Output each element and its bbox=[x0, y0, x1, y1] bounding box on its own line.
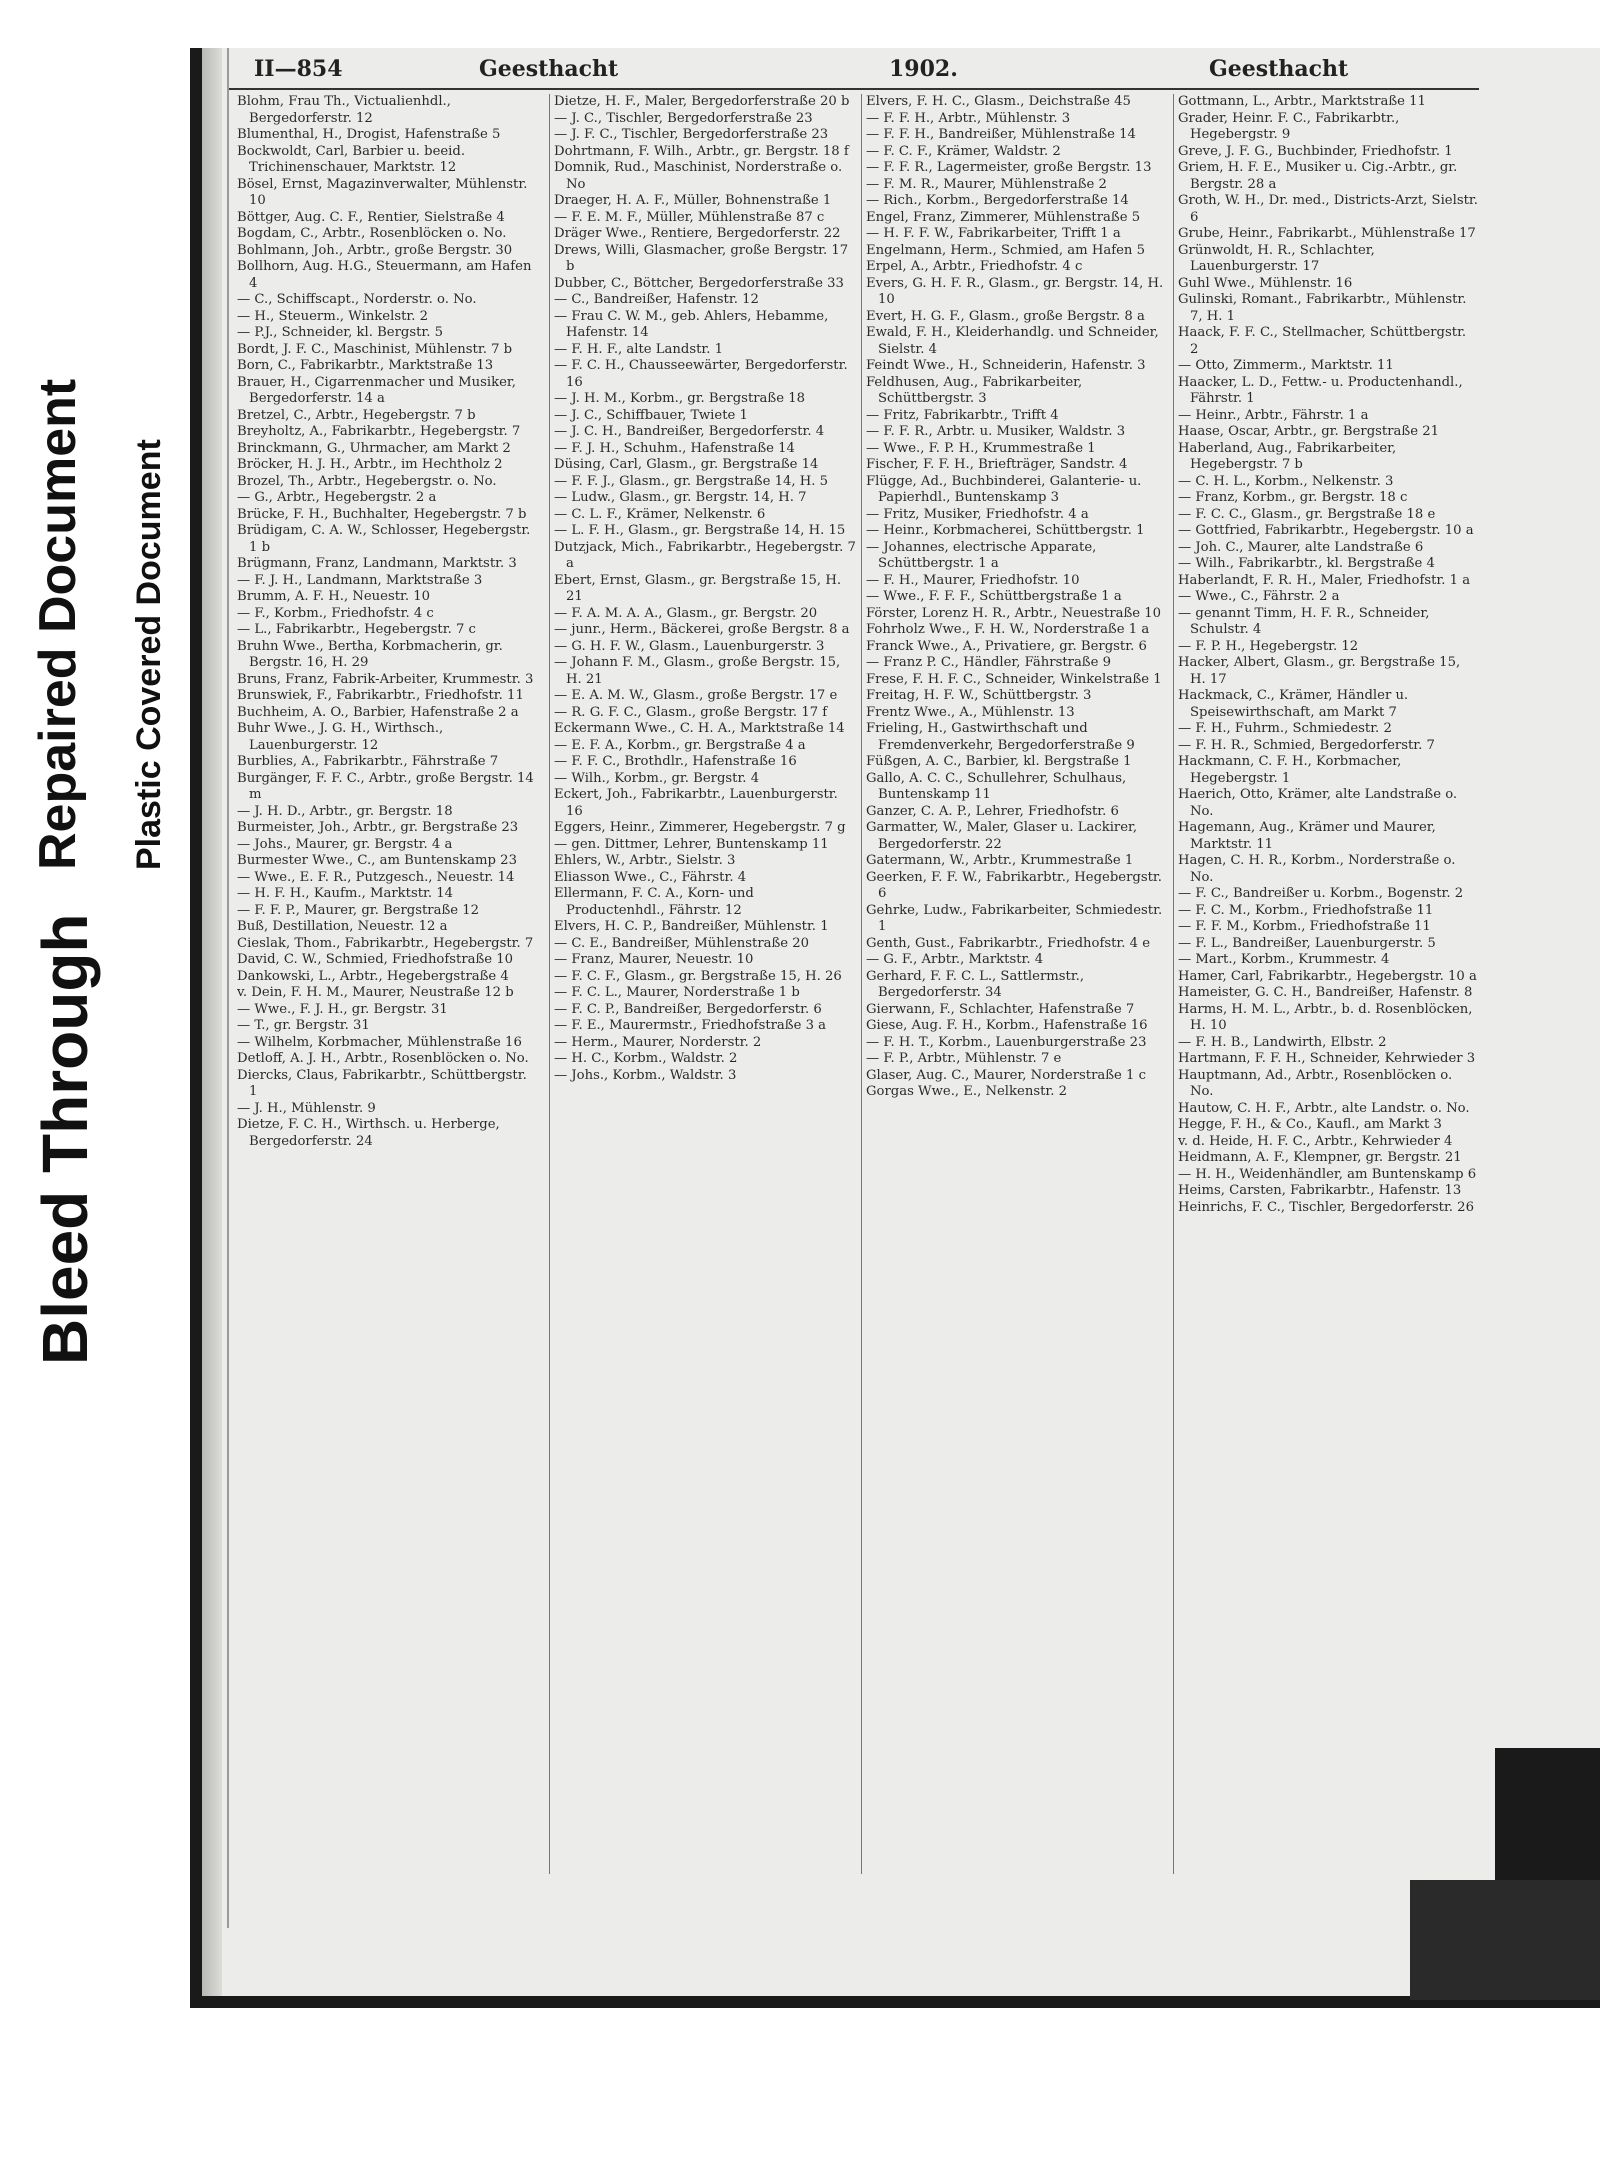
directory-entry: — Wwe., F. F. F., Schüttbergstraße 1 a bbox=[866, 589, 1122, 604]
directory-entry: — Wwe., F. P. H., Krummestraße 1 bbox=[866, 440, 1096, 456]
directory-entry: Frentz Wwe., A., Mühlenstr. 13 bbox=[866, 704, 1075, 720]
directory-entry: — F. H. R., Schmied, Bergedorferstr. 7 bbox=[1178, 737, 1435, 753]
directory-entry: Dietze, H. F., Maler, Bergedorferstraße 20 b bbox=[554, 94, 850, 109]
directory-entry: Hackmann, C. F. H., Korbmacher, Hegebergstr. 1 bbox=[1178, 754, 1402, 786]
directory-entry: — E. A. M. W., Glasm., große Bergstr. 17 e bbox=[554, 688, 838, 703]
directory-entry: — H., Steuerm., Winkelstr. 2 bbox=[237, 308, 429, 324]
directory-entry: — F. A. M. A. A., Glasm., gr. Bergstr. 20 bbox=[554, 605, 818, 621]
directory-entry: Heidmann, A. F., Klempner, gr. Bergstr. 21 bbox=[1178, 1150, 1462, 1165]
directory-entry: Gallo, A. C. C., Schullehrer, Schulhaus, Buntenskamp 11 bbox=[866, 770, 1127, 802]
directory-entry: — F. H. T., Korbm., Lauenburgerstraße 23 bbox=[866, 1034, 1147, 1050]
directory-entry: Drews, Willi, Glasmacher, große Bergstr. 17 b bbox=[554, 242, 849, 274]
directory-entry: — G. F., Arbtr., Marktstr. 4 bbox=[866, 952, 1044, 967]
directory-entry: Hagen, C. H. R., Korbm., Norderstraße o. No. bbox=[1178, 853, 1456, 885]
directory-entry: — F. F. H., Arbtr., Mühlenstr. 3 bbox=[866, 110, 1071, 126]
directory-entry: Grube, Heinr., Fabrikarbt., Mühlenstraße 17 bbox=[1178, 226, 1476, 241]
directory-entry: — J. H. M., Korbm., gr. Bergstraße 18 bbox=[554, 391, 805, 406]
directory-entry: Grünwoldt, H. R., Schlachter, Lauenburgerstr. 17 bbox=[1178, 242, 1375, 274]
directory-entry: Eckermann Wwe., C. H. A., Marktstraße 14 bbox=[554, 721, 845, 736]
directory-entry: Haack, F. F. C., Stellmacher, Schüttbergstr. 2 bbox=[1178, 325, 1467, 357]
directory-entry: — F. C., Bandreißer u. Korbm., Bogenstr. 2 bbox=[1178, 886, 1464, 901]
directory-entry: Haberland, Aug., Fabrikarbeiter, Hegebergstr. 7 b bbox=[1178, 440, 1397, 472]
directory-entry: — G., Arbtr., Hegebergstr. 2 a bbox=[237, 490, 437, 505]
directory-entry: — Fritz, Musiker, Friedhofstr. 4 a bbox=[866, 506, 1089, 522]
directory-entry: Brügmann, Franz, Landmann, Marktstr. 3 bbox=[237, 556, 517, 571]
directory-entry: — Johs., Maurer, gr. Bergstr. 4 a bbox=[237, 836, 453, 852]
directory-entry: — Wilhelm, Korbmacher, Mühlenstraße 16 bbox=[237, 1034, 522, 1050]
directory-entry: — F. C. F., Krämer, Waldstr. 2 bbox=[866, 143, 1061, 159]
directory-entry: — F. H., Fuhrm., Schmiedestr. 2 bbox=[1178, 721, 1392, 736]
bleed-through-label: Bleed Through bbox=[29, 913, 101, 1365]
directory-entry: — G. H. F. W., Glasm., Lauenburgerstr. 3 bbox=[554, 638, 825, 654]
directory-entry: — genannt Timm, H. F. R., Schneider, Schulstr. 4 bbox=[1178, 605, 1430, 637]
directory-entry: Genth, Gust., Fabrikarbtr., Friedhofstr. 4 e bbox=[866, 935, 1151, 951]
directory-entry: Dohrtmann, F. Wilh., Arbtr., gr. Bergstr. 18 f bbox=[554, 143, 849, 159]
directory-entry: Bogdam, C., Arbtr., Rosenblöcken o. No. bbox=[237, 226, 507, 241]
directory-entry: — F. P. H., Hegebergstr. 12 bbox=[1178, 638, 1359, 654]
directory-column-4 bbox=[1173, 94, 1478, 1874]
directory-entry: Gatermann, W., Arbtr., Krummestraße 1 bbox=[866, 853, 1134, 868]
directory-entry: Ewald, F. H., Kleiderhandlg. und Schneider, Sielstr. 4 bbox=[866, 325, 1159, 357]
directory-entry: — Gottfried, Fabrikarbtr., Hegebergstr. 10 a bbox=[1178, 523, 1474, 538]
directory-column-3 bbox=[861, 94, 1168, 1874]
directory-entry: Dankowski, L., Arbtr., Hegebergstraße 4 bbox=[237, 968, 509, 984]
directory-page bbox=[227, 48, 1489, 1928]
directory-entry: Brücke, F. H., Buchhalter, Hegebergstr. 7 b bbox=[237, 506, 527, 522]
directory-entry: Freitag, H. F. W., Schüttbergstr. 3 bbox=[866, 688, 1092, 703]
scan-dark-corner bbox=[1410, 1880, 1600, 2000]
directory-entry: — F. C. L., Maurer, Norderstraße 1 b bbox=[554, 985, 800, 1000]
directory-entry: — Franz, Maurer, Neuestr. 10 bbox=[554, 952, 754, 967]
directory-entry: Giese, Aug. F. H., Korbm., Hafenstraße 16 bbox=[866, 1018, 1148, 1033]
directory-entry: Dubber, C., Böttcher, Bergedorferstraße 33 bbox=[554, 275, 844, 291]
directory-entry: — Mart., Korbm., Krummestr. 4 bbox=[1178, 952, 1390, 967]
directory-entry: v. Dein, F. H. M., Maurer, Neustraße 12 b bbox=[237, 985, 514, 1000]
directory-entry: Feldhusen, Aug., Fabrikarbeiter, Schüttbergstr. 3 bbox=[866, 374, 1083, 406]
page-header bbox=[229, 48, 1479, 90]
directory-entry: — J. C., Tischler, Bergedorferstraße 23 bbox=[554, 110, 813, 126]
directory-entry: — J. C. H., Bandreißer, Bergedorferstr. 4 bbox=[554, 424, 825, 439]
directory-entry: — F. C. H., Chausseewärter, Bergedorferstr. 16 bbox=[554, 358, 848, 390]
directory-entry: — F. F. P., Maurer, gr. Bergstraße 12 bbox=[237, 902, 480, 918]
directory-entry: Buhr Wwe., J. G. H., Wirthsch., Lauenburgerstr. 12 bbox=[237, 721, 444, 753]
directory-entry: Born, C., Fabrikarbtr., Marktstraße 13 bbox=[237, 358, 494, 373]
directory-entry: — Herm., Maurer, Norderstr. 2 bbox=[554, 1034, 762, 1050]
directory-entry: — Ludw., Glasm., gr. Bergstr. 14, H. 7 bbox=[554, 490, 807, 505]
directory-entry: Frese, F. H. F. C., Schneider, Winkelstraße 1 bbox=[866, 671, 1162, 687]
directory-entry: Gulinski, Romant., Fabrikarbtr., Mühlenstr. 7, H. 1 bbox=[1178, 292, 1467, 324]
directory-entry: Gottmann, L., Arbtr., Marktstraße 11 bbox=[1178, 94, 1426, 109]
directory-entry: — J. H., Mühlenstr. 9 bbox=[237, 1100, 376, 1116]
directory-entry: Gerhard, F. F. C. L., Sattlermstr., Bergedorferstr. 34 bbox=[866, 968, 1085, 1000]
directory-entry: Evert, H. G. F., Glasm., große Bergstr. 8 a bbox=[866, 308, 1145, 324]
directory-entry: Bösel, Ernst, Magazinverwalter, Mühlenstr. 10 bbox=[237, 176, 528, 208]
directory-entry: Bruns, Franz, Fabrik-Arbeiter, Krummestr. 3 bbox=[237, 671, 534, 687]
page-number: II—854 bbox=[254, 56, 343, 82]
directory-entry: Garmatter, W., Maler, Glaser u. Lackirer, Bergedorferstr. 22 bbox=[866, 820, 1138, 852]
directory-entry: v. d. Heide, H. F. C., Arbtr., Kehrwieder 4 bbox=[1178, 1133, 1453, 1149]
directory-entry: — F. H. B., Landwirth, Elbstr. 2 bbox=[1178, 1034, 1387, 1050]
directory-entry: Eliasson Wwe., C., Fährstr. 4 bbox=[554, 869, 747, 885]
directory-entry: Gierwann, F., Schlachter, Hafenstraße 7 bbox=[866, 1001, 1135, 1017]
directory-entry: — Wwe., F. J. H., gr. Bergstr. 31 bbox=[237, 1001, 448, 1017]
directory-entry: — F. E. M. F., Müller, Mühlenstraße 87 c bbox=[554, 209, 825, 225]
directory-entry: — T., gr. Bergstr. 31 bbox=[237, 1018, 370, 1033]
directory-entry: — L., Fabrikarbtr., Hegebergstr. 7 c bbox=[237, 622, 476, 637]
directory-entry: Engel, Franz, Zimmerer, Mühlenstraße 5 bbox=[866, 209, 1141, 225]
directory-entry: Ehlers, W., Arbtr., Sielstr. 3 bbox=[554, 853, 736, 868]
directory-entry: Bordt, J. F. C., Maschinist, Mühlenstr. 7 b bbox=[237, 341, 513, 357]
directory-entry: — Johannes, electrische Apparate, Schüttbergstr. 1 a bbox=[866, 539, 1097, 571]
directory-entry: — Heinr., Korbmacherei, Schüttbergstr. 1 bbox=[866, 523, 1145, 538]
directory-entry: Brozel, Th., Arbtr., Hegebergstr. o. No. bbox=[237, 473, 497, 489]
directory-entry: Burmeister, Joh., Arbtr., gr. Bergstraße 23 bbox=[237, 820, 519, 835]
directory-entry: — F. F. C., Brothdlr., Hafenstraße 16 bbox=[554, 754, 797, 769]
directory-entry: Bollhorn, Aug. H.G., Steuermann, am Hafen 4 bbox=[237, 259, 532, 291]
directory-entry: Burgänger, F. F. C., Arbtr., große Bergstr. 14 m bbox=[237, 770, 534, 802]
directory-entry: Glaser, Aug. C., Maurer, Norderstraße 1 c bbox=[866, 1067, 1147, 1083]
directory-entry: Cieslak, Thom., Fabrikarbtr., Hegebergstr. 7 bbox=[237, 935, 534, 951]
directory-entry: Förster, Lorenz H. R., Arbtr., Neuestraße 10 bbox=[866, 605, 1162, 621]
directory-entry: — J. H. D., Arbtr., gr. Bergstr. 18 bbox=[237, 803, 453, 819]
directory-entry: Hartmann, F. F. H., Schneider, Kehrwieder 3 bbox=[1178, 1051, 1476, 1066]
directory-entry: — H. H., Weidenhändler, am Buntenskamp 6 bbox=[1178, 1166, 1477, 1182]
directory-entry: — F. F. R., Lagermeister, große Bergstr. 13 bbox=[866, 160, 1152, 175]
paper-sheet bbox=[202, 48, 1600, 1996]
directory-entry: Draeger, H. A. F., Müller, Bohnenstraße 1 bbox=[554, 193, 832, 208]
directory-entry: Bretzel, C., Arbtr., Hegebergstr. 7 b bbox=[237, 407, 476, 423]
directory-column-2 bbox=[549, 94, 856, 1874]
directory-column-1 bbox=[237, 94, 539, 1874]
directory-entry: Heims, Carsten, Fabrikarbtr., Hafenstr. 13 bbox=[1178, 1183, 1462, 1198]
directory-entry: — F. F. M., Korbm., Friedhofstraße 11 bbox=[1178, 919, 1431, 934]
directory-entry: Blumenthal, H., Drogist, Hafenstraße 5 bbox=[237, 127, 501, 142]
directory-entry: Diercks, Claus, Fabrikarbtr., Schüttbergstr. 1 bbox=[237, 1067, 527, 1099]
directory-entry: — Wwe., C., Fährstr. 2 a bbox=[1178, 589, 1340, 604]
directory-entry: Engelmann, Herm., Schmied, am Hafen 5 bbox=[866, 242, 1145, 258]
directory-entry: — J. F. C., Tischler, Bergedorferstraße 23 bbox=[554, 127, 829, 142]
directory-entry: — C., Bandreißer, Hafenstr. 12 bbox=[554, 292, 759, 307]
directory-entry: Haerich, Otto, Krämer, alte Landstraße o. No. bbox=[1178, 787, 1458, 819]
directory-entry: Hackmack, C., Krämer, Händler u. Speisewirthschaft, am Markt 7 bbox=[1178, 688, 1409, 720]
directory-entry: — C., Schiffscapt., Norderstr. o. No. bbox=[237, 292, 477, 307]
directory-entry: Buchheim, A. O., Barbier, Hafenstraße 2 a bbox=[237, 704, 519, 720]
directory-entry: Bröcker, H. J. H., Arbtr., im Hechtholz 2 bbox=[237, 457, 503, 472]
directory-entry: Geerken, F. F. W., Fabrikarbtr., Hegebergstr. 6 bbox=[866, 869, 1162, 901]
year-heading: 1902. bbox=[889, 56, 958, 82]
directory-entry: — F. H. F., alte Landstr. 1 bbox=[554, 341, 724, 357]
directory-entry: — P.J., Schneider, kl. Bergstr. 5 bbox=[237, 325, 444, 340]
directory-entry: Ganzer, C. A. P., Lehrer, Friedhofstr. 6 bbox=[866, 803, 1119, 819]
directory-entry: — Franz, Korbm., gr. Bergstr. 18 c bbox=[1178, 490, 1408, 505]
directory-entry: Evers, G. H. F. R., Glasm., gr. Bergstr. 14, H. 10 bbox=[866, 275, 1164, 307]
directory-entry: — J. C., Schiffbauer, Twiete 1 bbox=[554, 407, 748, 423]
directory-entry: Franck Wwe., A., Privatiere, gr. Bergstr. 6 bbox=[866, 638, 1147, 654]
directory-entry: — Franz P. C., Händler, Fährstraße 9 bbox=[866, 655, 1112, 670]
directory-entry: Detloff, A. J. H., Arbtr., Rosenblöcken o. No. bbox=[237, 1051, 529, 1066]
directory-entry: Harms, H. M. L., Arbtr., b. d. Rosenblöcken, H. 10 bbox=[1178, 1001, 1473, 1033]
directory-entry: — F. H., Maurer, Friedhofstr. 10 bbox=[866, 572, 1080, 588]
directory-entry: Bohlmann, Joh., Arbtr., große Bergstr. 30 bbox=[237, 242, 513, 258]
directory-entry: Blohm, Frau Th., Victualienhdl., Bergedorferstr. 12 bbox=[237, 94, 451, 126]
directory-entry: — F. P., Arbtr., Mühlenstr. 7 e bbox=[866, 1051, 1062, 1066]
directory-entry: — F. C. M., Korbm., Friedhofstraße 11 bbox=[1178, 902, 1434, 918]
directory-entry: Brumm, A. F. H., Neuestr. 10 bbox=[237, 589, 431, 604]
side-labels bbox=[0, 0, 190, 2000]
directory-entry: — R. G. F. C., Glasm., große Bergstr. 17 f bbox=[554, 704, 828, 720]
directory-entry: Brüdigam, C. A. W., Schlosser, Hegebergstr. 1 b bbox=[237, 523, 531, 555]
directory-entry: — Johann F. M., Glasm., große Bergstr. 15, H. 21 bbox=[554, 655, 841, 687]
directory-entry: Bruhn Wwe., Bertha, Korbmacherin, gr. Bergstr. 16, H. 29 bbox=[237, 638, 503, 670]
directory-entry: Groth, W. H., Dr. med., Districts-Arzt, Sielstr. 6 bbox=[1178, 193, 1478, 225]
directory-entry: Flügge, Ad., Buchbinderei, Galanterie- u. Papierhdl., Buntenskamp 3 bbox=[866, 473, 1142, 505]
directory-entry: Eggers, Heinr., Zimmerer, Hegebergstr. 7 g bbox=[554, 820, 846, 835]
directory-entry: Dutzjack, Mich., Fabrikarbtr., Hegebergstr. 7 a bbox=[554, 539, 856, 571]
directory-entry: Breyholtz, A., Fabrikarbtr., Hegebergstr. 7 bbox=[237, 424, 521, 439]
directory-entry: — F. M. R., Maurer, Mühlenstraße 2 bbox=[866, 176, 1107, 192]
directory-entry: Erpel, A., Arbtr., Friedhofstr. 4 c bbox=[866, 259, 1083, 274]
directory-entry: Brunswiek, F., Fabrikarbtr., Friedhofstr. 11 bbox=[237, 688, 524, 703]
directory-entry: Eckert, Joh., Fabrikarbtr., Lauenburgerstr. 16 bbox=[554, 787, 838, 819]
directory-entry: — C. L. F., Krämer, Nelkenstr. 6 bbox=[554, 506, 766, 522]
running-title-left: Geesthacht bbox=[479, 56, 619, 82]
directory-entry: — H. C., Korbm., Waldstr. 2 bbox=[554, 1051, 738, 1066]
directory-entry: — Frau C. W. M., geb. Ahlers, Hebamme, Hafenstr. 14 bbox=[554, 308, 829, 340]
directory-entry: Gorgas Wwe., E., Nelkenstr. 2 bbox=[866, 1084, 1068, 1099]
directory-entry: Haase, Oscar, Arbtr., gr. Bergstraße 21 bbox=[1178, 424, 1439, 439]
directory-entry: Buß, Destillation, Neuestr. 12 a bbox=[237, 919, 448, 934]
directory-entry: — C. H. L., Korbm., Nelkenstr. 3 bbox=[1178, 473, 1394, 489]
directory-entry: — Wilh., Korbm., gr. Bergstr. 4 bbox=[554, 770, 760, 786]
directory-entry: — L. F. H., Glasm., gr. Bergstraße 14, H. 15 bbox=[554, 523, 846, 538]
directory-entry: Dräger Wwe., Rentiere, Bergedorferstr. 22 bbox=[554, 226, 841, 241]
directory-entry: Fohrholz Wwe., F. H. W., Norderstraße 1 a bbox=[866, 622, 1150, 637]
directory-entry: — Fritz, Fabrikarbtr., Trifft 4 bbox=[866, 407, 1059, 423]
directory-entry: — F. C. F., Glasm., gr. Bergstraße 15, H. 26 bbox=[554, 968, 842, 984]
directory-entry: — Joh. C., Maurer, alte Landstraße 6 bbox=[1178, 539, 1424, 555]
directory-entry: — Rich., Korbm., Bergedorferstraße 14 bbox=[866, 193, 1129, 208]
directory-entry: — F. C. C., Glasm., gr. Bergstraße 18 e bbox=[1178, 506, 1436, 522]
directory-entry: Böttger, Aug. C. F., Rentier, Sielstraße 4 bbox=[237, 209, 505, 225]
directory-entry: Griem, H. F. E., Musiker u. Cig.-Arbtr., gr. Bergstr. 28 a bbox=[1178, 160, 1458, 192]
directory-entry: Burmester Wwe., C., am Buntenskamp 23 bbox=[237, 853, 517, 868]
directory-entry: Feindt Wwe., H., Schneiderin, Hafenstr. 3 bbox=[866, 358, 1146, 373]
directory-entry: — F. F. R., Arbtr. u. Musiker, Waldstr. 3 bbox=[866, 424, 1126, 439]
directory-entry: Hamer, Carl, Fabrikarbtr., Hegebergstr. 10 a bbox=[1178, 968, 1477, 984]
running-title-right: Geesthacht bbox=[1209, 56, 1349, 82]
directory-entry: Ebert, Ernst, Glasm., gr. Bergstraße 15, H. 21 bbox=[554, 572, 842, 604]
directory-entry: Füßgen, A. C., Barbier, kl. Bergstraße 1 bbox=[866, 754, 1132, 769]
directory-entry: Greve, J. F. G., Buchbinder, Friedhofstr. 1 bbox=[1178, 143, 1453, 159]
directory-entry: Hameister, G. C. H., Bandreißer, Hafenstr. 8 bbox=[1178, 985, 1473, 1000]
directory-entry: — junr., Herm., Bäckerei, große Bergstr. 8 a bbox=[554, 622, 850, 637]
directory-entry: — C. E., Bandreißer, Mühlenstraße 20 bbox=[554, 935, 810, 951]
directory-entry: Hautow, C. H. F., Arbtr., alte Landstr. o. No. bbox=[1178, 1100, 1470, 1116]
directory-entry: — gen. Dittmer, Lehrer, Buntenskamp 11 bbox=[554, 836, 829, 852]
directory-entry: — F. E., Maurermstr., Friedhofstraße 3 a bbox=[554, 1018, 827, 1033]
directory-entry: — F. C. P., Bandreißer, Bergedorferstr. 6 bbox=[554, 1001, 822, 1017]
directory-entry: Düsing, Carl, Glasm., gr. Bergstraße 14 bbox=[554, 457, 819, 472]
directory-entry: Hacker, Albert, Glasm., gr. Bergstraße 15, H. 17 bbox=[1178, 655, 1461, 687]
directory-entry: Haberlandt, F. R. H., Maler, Friedhofstr. 1 a bbox=[1178, 572, 1471, 588]
directory-entry: — F. J. H., Schuhm., Hafenstraße 14 bbox=[554, 440, 795, 456]
directory-entry: Haacker, L. D., Fettw.- u. Productenhandl., Fährstr. 1 bbox=[1178, 374, 1463, 406]
directory-entry: Dietze, F. C. H., Wirthsch. u. Herberge, Bergedorferstr. 24 bbox=[237, 1117, 500, 1149]
directory-entry: Hauptmann, Ad., Arbtr., Rosenblöcken o. No. bbox=[1178, 1067, 1453, 1099]
directory-entry: Elvers, F. H. C., Glasm., Deichstraße 45 bbox=[866, 94, 1131, 109]
directory-entry: Elvers, H. C. P., Bandreißer, Mühlenstr. 1 bbox=[554, 919, 829, 934]
binding-edge bbox=[202, 48, 222, 1996]
directory-entry: Gehrke, Ludw., Fabrikarbeiter, Schmiedestr. 1 bbox=[866, 902, 1163, 934]
directory-entry: — Wilh., Fabrikarbtr., kl. Bergstraße 4 bbox=[1178, 556, 1435, 571]
directory-entry: Domnik, Rud., Maschinist, Norderstraße o. No bbox=[554, 160, 843, 192]
directory-entry: Hagemann, Aug., Krämer und Maurer, Marktstr. 11 bbox=[1178, 820, 1436, 852]
directory-entry: — Johs., Korbm., Waldstr. 3 bbox=[554, 1067, 737, 1083]
directory-entry: — E. F. A., Korbm., gr. Bergstraße 4 a bbox=[554, 737, 806, 753]
directory-entry: — H. F. H., Kaufm., Marktstr. 14 bbox=[237, 886, 454, 901]
directory-entry: — F. F. J., Glasm., gr. Bergstraße 14, H. 5 bbox=[554, 473, 829, 489]
directory-entry: — H. F. F. W., Fabrikarbeiter, Trifft 1 a bbox=[866, 226, 1121, 241]
directory-entry: Burblies, A., Fabrikarbtr., Fährstraße 7 bbox=[237, 754, 499, 769]
directory-entry: David, C. W., Schmied, Friedhofstraße 10 bbox=[237, 952, 514, 967]
directory-entry: Ellermann, F. C. A., Korn- und Productenhdl., Fährstr. 12 bbox=[554, 886, 754, 918]
directory-entry: Hegge, F. H., & Co., Kaufl., am Markt 3 bbox=[1178, 1117, 1442, 1132]
directory-entry: Brinckmann, G., Uhrmacher, am Markt 2 bbox=[237, 440, 511, 456]
directory-entry: — Heinr., Arbtr., Fährstr. 1 a bbox=[1178, 407, 1369, 423]
directory-entry: Bockwoldt, Carl, Barbier u. beeid. Trichinenschauer, Marktstr. 12 bbox=[237, 143, 466, 175]
directory-entry: — F. J. H., Landmann, Marktstraße 3 bbox=[237, 572, 483, 588]
directory-entry: Fischer, F. F. H., Briefträger, Sandstr. 4 bbox=[866, 457, 1128, 472]
directory-entry: — F. L., Bandreißer, Lauenburgerstr. 5 bbox=[1178, 935, 1436, 951]
directory-entry: Grader, Heinr. F. C., Fabrikarbtr., Hegebergstr. 9 bbox=[1178, 110, 1400, 142]
directory-entry: Guhl Wwe., Mühlenstr. 16 bbox=[1178, 275, 1353, 291]
repaired-document-label: Repaired Document bbox=[29, 378, 87, 870]
directory-entry: — Wwe., E. F. R., Putzgesch., Neuestr. 14 bbox=[237, 869, 515, 885]
directory-entry: — Otto, Zimmerm., Marktstr. 11 bbox=[1178, 358, 1394, 373]
scanned-page bbox=[190, 48, 1600, 2008]
directory-entry: Frieling, H., Gastwirthschaft und Fremdenverkehr, Bergedorferstraße 9 bbox=[866, 721, 1135, 753]
plastic-covered-label: Plastic Covered Document bbox=[130, 439, 168, 870]
directory-entry: Heinrichs, F. C., Tischler, Bergedorferstr. 26 bbox=[1178, 1199, 1474, 1215]
directory-entry: — F., Korbm., Friedhofstr. 4 c bbox=[237, 605, 434, 621]
directory-entry: — F. F. H., Bandreißer, Mühlenstraße 14 bbox=[866, 127, 1136, 142]
directory-entry: Brauer, H., Cigarrenmacher und Musiker, Bergedorferstr. 14 a bbox=[237, 374, 516, 406]
